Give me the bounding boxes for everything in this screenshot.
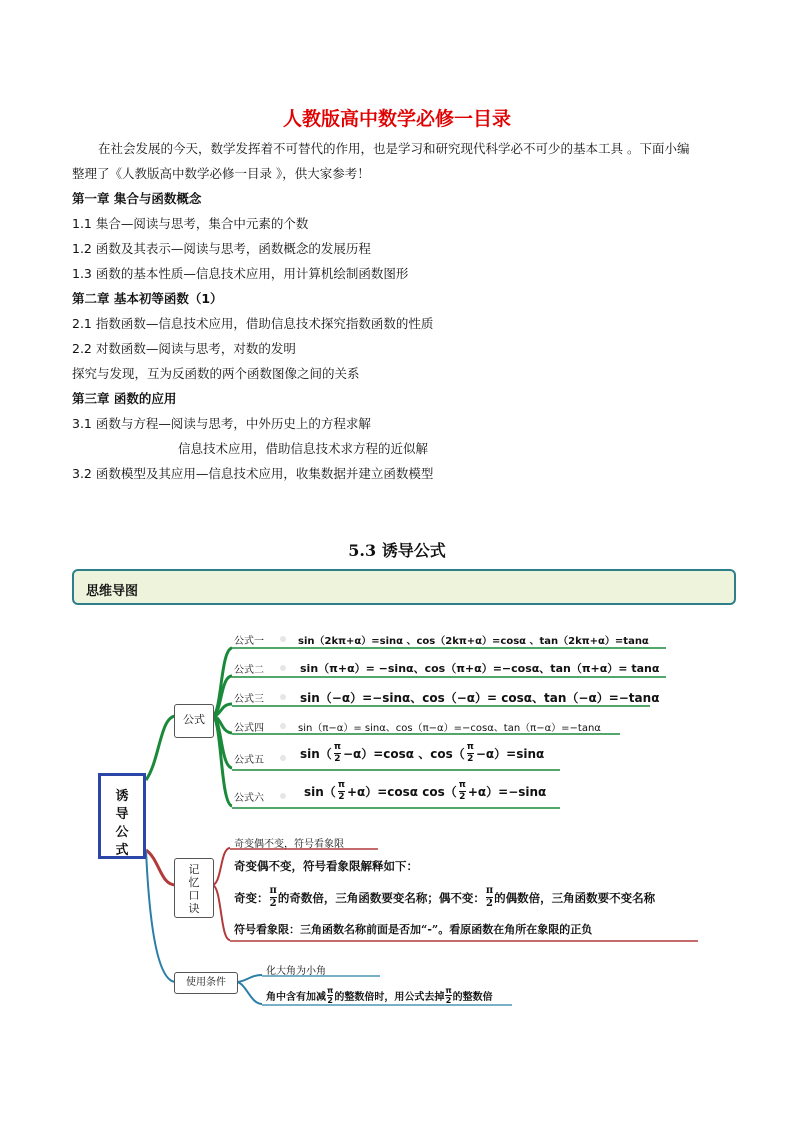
toc-entry: 3.1 函数与方程—阅读与思考，中外历史上的方程求解 (72, 416, 371, 431)
chapter-heading: 第三章 函数的应用 (72, 391, 177, 406)
pi-over-2-fraction (334, 742, 341, 765)
formula-2-label: 公式二 (234, 665, 264, 676)
pi-over-2-fraction (327, 986, 333, 1005)
formula-5-part3: −α）=sinα (475, 747, 545, 761)
branch-usage-label: 使用条件 (186, 977, 226, 988)
formula-4-text: sin（π−α）= sinα、cos（π−α）=−cosα、tan（π−α）=−tanα (298, 723, 601, 734)
memory-line-2-part3: 的偶数倍，三角函数要不变名称 (494, 890, 656, 905)
fraction-numerator: π (327, 986, 334, 995)
formula-5-label: 公式五 (234, 755, 264, 766)
formula-5-part2: −α）=cosα 、cos（ (342, 747, 465, 761)
branch-usage-node (174, 972, 238, 994)
pi-over-2-fraction (445, 986, 451, 1005)
fraction-denominator: 2 (269, 898, 277, 909)
usage-item-2-part2: 的整数倍时，用公式去掉 (334, 992, 445, 1003)
formula-6-part3: +α）=−sinα (467, 785, 547, 799)
formula-6-part1: sin（ (304, 785, 336, 799)
formula-4-label: 公式四 (234, 723, 264, 734)
fraction-denominator: 2 (459, 792, 466, 802)
formula-6-part2: +α）=cosα cos（ (346, 785, 457, 799)
fraction-numerator: π (485, 885, 494, 896)
fraction-numerator: π (458, 780, 466, 790)
fraction-numerator: π (466, 742, 474, 752)
branch-formulas-label: 公式 (183, 713, 205, 726)
formula-3-text: sin（−α）=−sinα、cos（−α）= cosα、tan（−α）=−tanα (300, 691, 660, 705)
pi-over-2-fraction (338, 780, 345, 803)
usage-item-2 (266, 986, 493, 1005)
memory-line-2-part2: 的奇数倍，三角函数要变名称；偶不变： (277, 890, 485, 905)
branch-memory-node (174, 858, 214, 918)
formula-5-text (300, 742, 544, 765)
toc-entry: 1.2 函数及其表示—阅读与思考，函数概念的发展历程 (72, 241, 371, 256)
section-title: 5.3 诱导公式 (348, 541, 446, 560)
document-title: 人教版高中数学必修一目录 (282, 108, 511, 130)
toc-entry: 1.1 集合—阅读与思考，集合中元素的个数 (72, 216, 309, 231)
toc-entry: 3.2 函数模型及其应用—信息技术应用，收集数据并建立函数模型 (72, 466, 434, 481)
memory-line-2 (234, 885, 655, 910)
branch-formulas-node (174, 704, 214, 738)
usage-item-2-part3: 的整数倍 (452, 992, 493, 1003)
usage-item-2-part1: 角中含有加减 (266, 992, 326, 1003)
branch-memory-label: 记忆口诀 (188, 863, 200, 915)
memory-title: 奇变偶不变，符号看象限 (234, 839, 344, 850)
memory-line-2-part1: 奇变： (234, 890, 269, 905)
toc-entry: 2.2 对数函数—阅读与思考，对数的发明 (72, 341, 296, 356)
fraction-numerator: π (269, 885, 277, 896)
formula-6-label: 公式六 (234, 793, 264, 804)
formula-2-text: sin（π+α）= −sinα、cos（π+α）=−cosα、tan（π+α）= tanα (300, 662, 660, 675)
root-node (98, 773, 146, 859)
formula-1-label: 公式一 (234, 636, 264, 647)
chapter-heading: 第一章 集合与函数概念 (72, 191, 202, 206)
fraction-denominator: 2 (334, 754, 341, 764)
fraction-numerator: π (333, 742, 341, 752)
root-label: 诱导公式 (115, 789, 129, 858)
formula-5-part1: sin（ (300, 747, 332, 761)
formula-3-label: 公式三 (234, 694, 264, 705)
chapter-heading: 第二章 基本初等函数（1） (72, 291, 223, 306)
fraction-denominator: 2 (486, 898, 493, 909)
toc-entry: 信息技术应用，借助信息技术求方程的近似解 (178, 441, 429, 456)
toc-entry: 1.3 函数的基本性质—信息技术应用，用计算机绘制函数图形 (72, 266, 409, 281)
pi-over-2-fraction (270, 885, 277, 910)
fraction-numerator: π (337, 780, 345, 790)
memory-line-3: 符号看象限：三角函数名称前面是否加“-”。看原函数在角所在象限的正负 (234, 923, 593, 936)
fraction-denominator: 2 (467, 754, 474, 764)
toc-entry: 2.1 指数函数—信息技术应用，借助信息技术探究指数函数的性质 (72, 316, 434, 331)
fraction-numerator: π (445, 986, 452, 995)
toc-entry: 探究与发现，互为反函数的两个函数图像之间的关系 (72, 366, 360, 381)
pi-over-2-fraction (486, 885, 493, 910)
fraction-denominator: 2 (445, 996, 452, 1005)
intro-line-1: 在社会发展的今天，数学发挥着不可替代的作用，也是学习和研究现代科学必不可少的基本工具 。下面小编 (98, 141, 690, 156)
formula-6-text (304, 780, 546, 803)
formula-1-text: sin（2kπ+α）=sinα 、cos（2kπ+α）=cosα 、tan（2kπ+α）=tanα (298, 636, 649, 647)
fraction-denominator: 2 (338, 792, 345, 802)
pi-over-2-fraction (459, 780, 466, 803)
usage-item-1: 化大角为小角 (266, 966, 326, 977)
intro-line-2: 整理了《人教版高中数学必修一目录 》，供大家参考！ (72, 166, 370, 181)
memory-line-1: 奇变偶不变，符号看象限解释如下： (234, 859, 418, 873)
fraction-denominator: 2 (327, 996, 333, 1005)
pi-over-2-fraction (467, 742, 474, 765)
mindmap-header-label: 思维导图 (86, 584, 139, 599)
